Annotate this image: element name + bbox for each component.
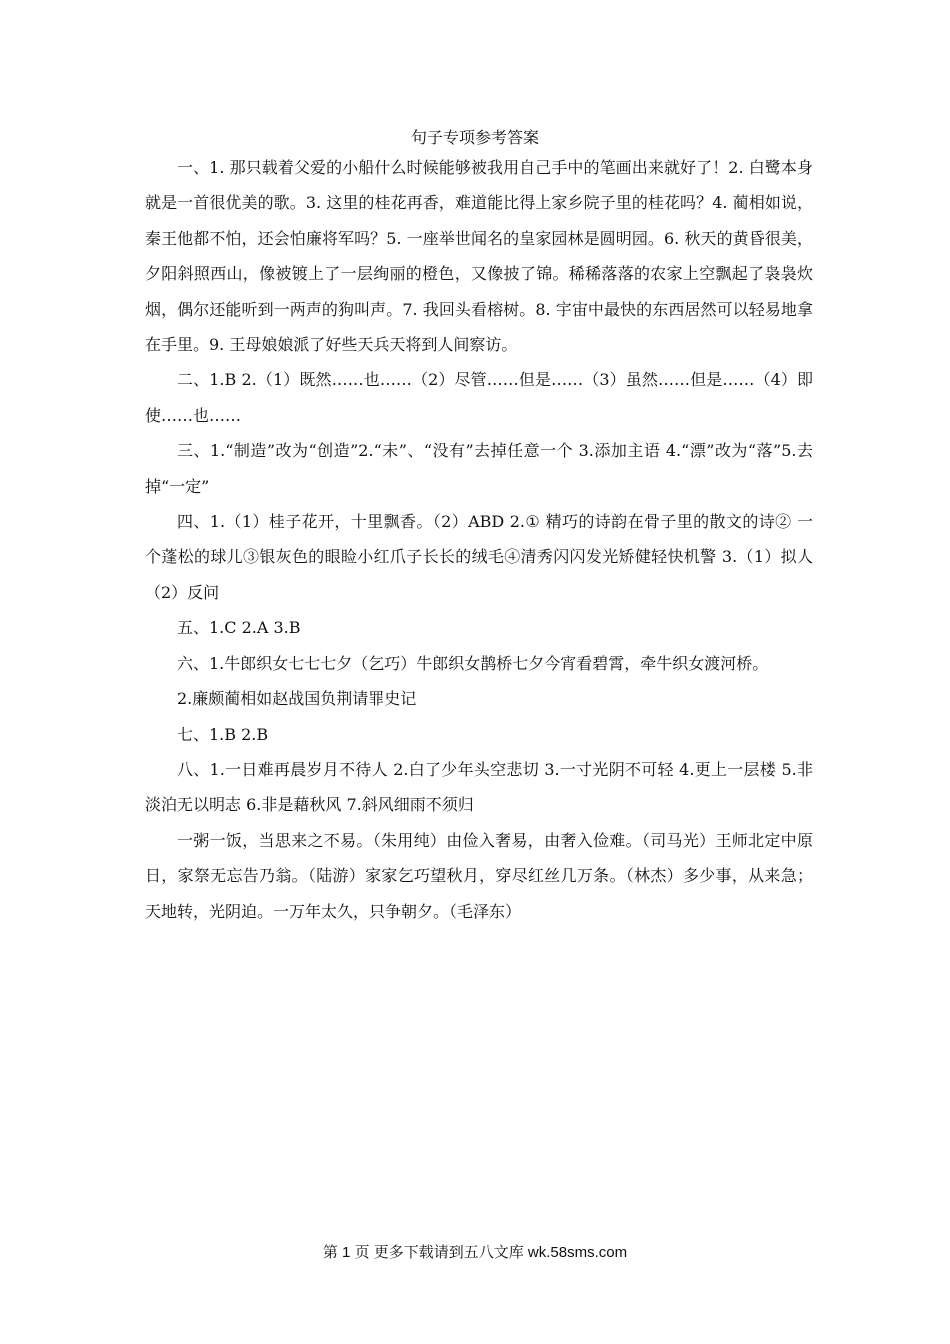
page-footer: 第 1 页 更多下载请到五八文库 wk.58sms.com [322, 1244, 628, 1261]
answer-paragraph-10: 一粥一饭，当思来之不易。（朱用纯）由俭入奢易，由奢入俭难。（司马光）王师北定中原日，家祭无忘告乃翁。（陆游）家家乞巧望秋月，穿尽红丝几万条。（林杰）多少事，从来急；天地转，光阴迫。一万年太久，只争朝夕。（毛泽东） [145, 830, 813, 921]
answer-paragraph-2: 二、1.B 2.（1）既然……也……（2）尽管……但是……（3）虽然……但是……（4）即使……也…… [145, 370, 813, 425]
answer-paragraph-8: 七、1.B 2.B [177, 724, 269, 744]
answer-paragraph-3: 三、1.“制造”改为“创造”2.“未”、“没有”去掉任意一个 3.添加主语 4.“漂”改为“落”5.去掉“一定” [145, 441, 813, 496]
document-body [145, 150, 813, 929]
answer-paragraph-4: 四、1.（1）桂子花开，十里飘香。（2）ABD 2.① 精巧的诗韵在骨子里的散文的诗② 一个蓬松的球儿③银灰色的眼睑小红爪子长长的绒毛④清秀闪闪发光矫健轻快机警 3.（1）拟人（2）反问 [145, 512, 813, 602]
answer-paragraph-7: 2.廉颇蔺相如赵战国负荆请罪史记 [177, 689, 417, 709]
answer-paragraph-5: 五、1.C 2.A 3.B [177, 618, 301, 638]
answer-paragraph-1: 一、1. 那只载着父爱的小船什么时候能够被我用自己手中的笔画出来就好了！2. 白鹭本身就是一首很优美的歌。3. 这里的桂花再香，难道能比得上家乡院子里的桂花吗？4. 蔺相如说，秦王他都不怕，还会怕廉将军吗？5. 一座举世闻名的皇家园林是圆明园。6. 秋天的黄昏很美，夕阳斜照西山，像被镀上了一层绚丽的橙色，又像披了锦。稀稀落落的农家上空飘起了袅袅炊烟，偶尔还能听到一两声的狗叫声。7. 我回头看榕树。8. 宇宙中最快的东西居然可以轻易地拿在手里。9. 王母娘娘派了好些天兵天将到人间察访。 [145, 158, 813, 355]
answer-paragraph-6: 六、1.牛郎织女七七七夕（乞巧）牛郎织女鹊桥七夕今宵看碧霄，牵牛织女渡河桥。 [177, 653, 769, 673]
answer-paragraph-9: 八、1.一日难再晨岁月不待人 2.白了少年头空悲切 3.一寸光阴不可轻 4.更上一层楼 5.非淡泊无以明志 6.非是藉秋风 7.斜风细雨不须归 [145, 759, 813, 815]
document-title: 句子专项参考答案 [410, 128, 539, 147]
